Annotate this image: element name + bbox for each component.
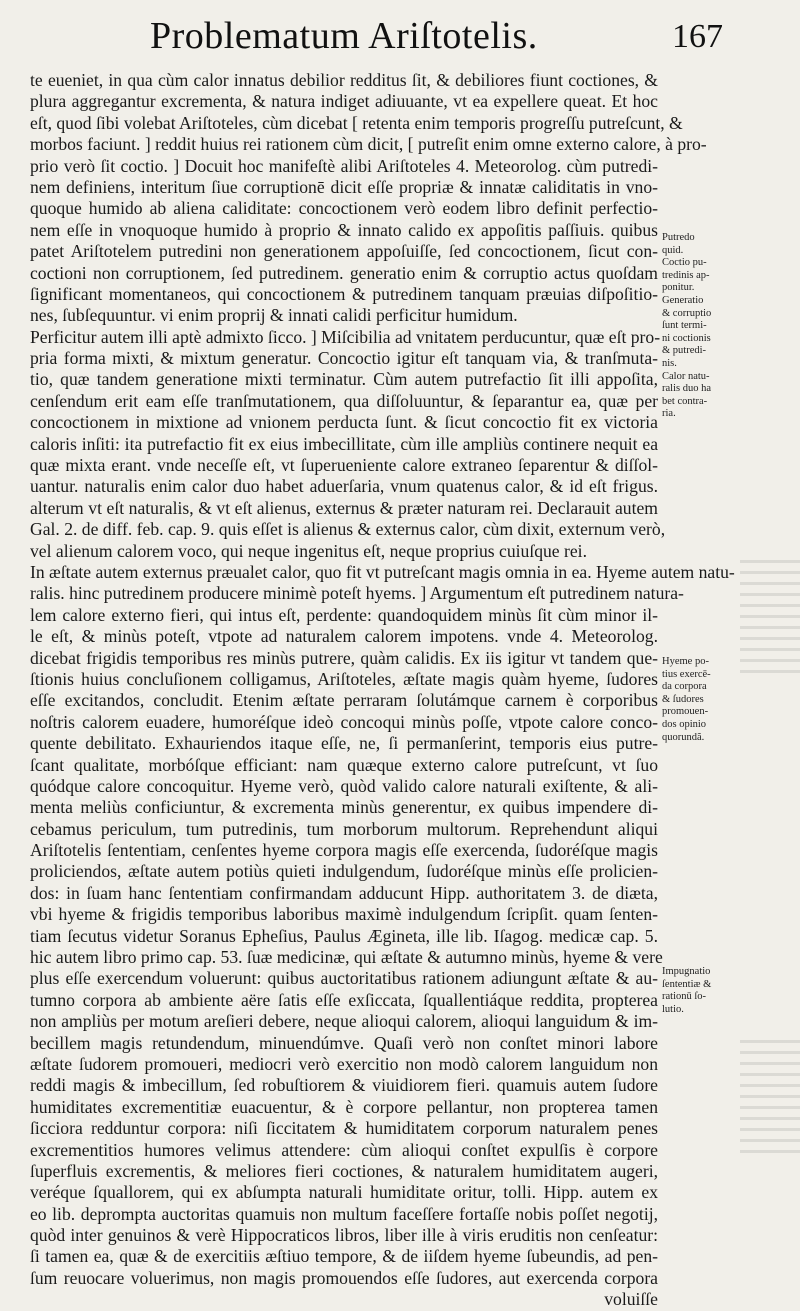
text-line: hic autem libro primo cap. 53. ſuæ medicinæ, qui æſtate & autumno minùs, hyeme & vere [30, 947, 663, 968]
text-line: caloris inſiti: ita putrefactio fit ex eius imbecillitate, cùm ille ampliùs continere nequit ea [30, 433, 658, 454]
show-through-ink [740, 1040, 800, 1160]
margin-note-line: da corpora [662, 681, 707, 693]
text-line: prio verò ſit coctio. ] Docuit hoc manifeſtè alibi Ariſtoteles 4. Meteorolog. cùm putredi- [30, 155, 658, 176]
text-line: coctioni non corruptionem, ſed putredinem. generatio enim & corruptio actus quoſdam [30, 262, 658, 283]
margin-note-line: ſententiæ & [662, 978, 712, 990]
text-line: ſum reuocare voluerimus, non magis promouendos eſſe ſudores, aut exercenda corpora [30, 1267, 658, 1288]
text-line: veréque ſquallorem, qui ex abſumpta naturali humiditate oritur, tolli. Hipp. autem ex [30, 1182, 658, 1203]
margin-note-line: Impugnatio [662, 966, 711, 977]
margin-note-line: promouen- [662, 706, 709, 718]
margin-note-line: dos opinio [662, 718, 707, 730]
text-line: Ariſtotelis ſententiam, cenſentes hyeme corpora magis eſſe exercenda, ſudoréſque magis [30, 840, 658, 861]
margin-note-line: bet contra- [662, 395, 708, 407]
text-line: patet Ariſtotelem putredini non generationem appoſuiſſe, ſed concoctionem, ſicut con- [30, 241, 658, 262]
text-line: ralis. hinc putredinem producere minimè poteſt hyems. ] Argumentum eſt putredinem natura- [30, 583, 684, 604]
margin-note-line: ria. [662, 408, 676, 420]
text-line: vbi hyeme & frigidis temporibus laboribus maximè indulgendum ſcripſit. quam ſenten- [30, 904, 658, 925]
margin-note-line: & ſudores [662, 693, 704, 705]
margin-note-line: & corruptio [662, 307, 712, 319]
margin-note-line: Generatio [662, 294, 704, 306]
margin-note-line: tredinis ap- [662, 269, 710, 281]
text-line: eſſe excitandos, concludit. Etenim æſtate perraram ſolutámque carnem è corporibus [30, 690, 658, 711]
text-line: cenſendum erit eam eſſe tranſmutationem, qua diſſoluuntur, & ſeparantur ea, quæ per [30, 390, 658, 411]
text-line: cebamus periculum, tum putredinis, tum morborum multorum. Reprehendunt aliqui [30, 818, 658, 839]
text-line: pria forma mixti, & mixtum generatur. Concoctio igitur eſt tanquam via, & tranſmuta- [30, 348, 658, 369]
text-line: nes, ſubſequuntur. vi enim proprij & innati calidi perficitur humidum. [30, 305, 518, 326]
text-line: ſignificant momentaneos, qui concoctionem & putredinem tanquam præuias diſpoſitio- [30, 283, 658, 304]
margin-note-line: Hyeme po- [662, 656, 709, 667]
margin-note-line: lutio. [662, 1003, 684, 1015]
text-line: In æſtate autem externus præualet calor, quo fit vt putreſcant magis omnia in ea. Hyeme autem natu- [30, 561, 735, 582]
text-line: tio, quæ tandem generatione mixti terminatur. Cùm autem putrefactio ſit illi appoſita, [30, 369, 658, 390]
text-line: tiam ſecutus videtur Soranus Epheſius, Paulus Ægineta, ille lib. Iſagog. medicæ cap. 5. [30, 925, 658, 946]
margin-note-line: rationū ſo- [662, 991, 707, 1003]
text-line: nem eſſe in vnoquoque humido à proprio & innato calido ex appoſitis paſſiuis. quibus [30, 219, 658, 240]
margin-note-line: ponitur. [662, 282, 695, 294]
margin-note-line: quid. [662, 244, 684, 256]
text-line: quódque calore concoquitur. Hyeme verò, quòd valido calore naturali exiſtente, & ali- [30, 775, 658, 796]
margin-note-impugnatio [662, 966, 762, 1016]
margin-note-line: Coctio pu- [662, 257, 707, 269]
text-line: æſtate ſudorem promoueri, mediocri verò exercitio non modò calorem languidum non [30, 1053, 658, 1074]
text-line: noſtris calorem euadere, humoréſque ideò concoqui minùs poſſe, vtpote calore conco- [30, 711, 658, 732]
margin-note-line: quorundã. [662, 731, 705, 743]
text-line: tumno corpora ab ambiente aëre ſatis eſſe exſiccata, ſquallentiáque reddita, propterea [30, 989, 658, 1010]
text-line: uantur. naturalis enim calor duo habet aduerſaria, vnum quatenus calor, & id eſt frigus. [30, 476, 658, 497]
text-line: plus eſſe exercendum voluerunt: quibus auctoritatibus rationem adiungunt æſtate & au- [30, 968, 658, 989]
margin-note-line: nis. [662, 357, 677, 369]
text-line: nem definiens, interitum ſiue corruptionē dicit eſſe propriæ & innatæ caliditatis in vno- [30, 176, 658, 197]
text-line: lem calore externo fieri, qui intus eſt, perdente: quandoquidem minùs ſit cùm minor il- [30, 604, 658, 625]
text-line: excrementitios humores velimus attendere: cùm alioqui conſtet expulſis è corpore [30, 1139, 658, 1160]
margin-note-line: ralis duo ha [662, 383, 711, 395]
text-line: ſuperfluis excrementis, & meliores fieri coctiones, & naturalem humiditatem augeri, [30, 1160, 658, 1181]
text-line: ſicciora redduntur corpora: niſi ſiccitatem & humiditatem corporum naturalem penes [30, 1118, 658, 1139]
text-line: dos: in ſuam hanc ſententiam confirmandam adducunt Hipp. authoritatem 3. de diæta, [30, 882, 658, 903]
margin-note-putredo [662, 232, 762, 421]
running-title: Problematum Ariſtotelis. [150, 15, 538, 57]
text-line: menta meliùs conficiuntur, & excrementa minùs generentur, ex quibus impendere di- [30, 797, 658, 818]
text-line: quoque humido ab aliena caliditate: concoctionem verò eodem libro definit perfectio- [30, 198, 658, 219]
text-line: eſt, quod ſibi volebat Ariſtoteles, cùm dicebat [ retenta enim temporis progreſſu putreſcunt, & [30, 112, 683, 133]
text-line: quæ mixta erant. vnde neceſſe eſt, vt ſuperueniente calore extraneo ſeparentur & diſſol- [30, 455, 658, 476]
text-line: alterum vt eſt naturalis, & vt eſt alienus, externus & præter naturam rei. Declarauit autem [30, 497, 658, 518]
text-line: proliciendos, æſtate autem potiùs quieti indulgendum, ſudoréſque minùs eſſe prolicien- [30, 861, 658, 882]
text-line: reddi magis & imbecillum, ſed robuſtiorem & viuidiorem fieri. quamuis autem ſudore [30, 1075, 658, 1096]
text-line: non ampliùs per motum areſieri debere, neque alioqui calorem, alioqui languidum & im- [30, 1011, 658, 1032]
text-line: morbos faciunt. ] reddit huius rei rationem cùm dicit, [ putreſit enim omne externo calore, à pro- [30, 134, 707, 155]
margin-note-line: ſunt termi- [662, 320, 707, 332]
text-line: ſi tamen ea, quæ & de exercitiis æſtiuo tempore, & de iiſdem hyeme ſubeundis, ad pen- [30, 1246, 658, 1267]
text-line: ſcant qualitate, morbóſque efficiant: nam quæque externo calore putreſcunt, vt ſuo [30, 754, 658, 775]
text-line: humiditates excrementitiæ euacuentur, & è corpore pellantur, non propterea tamen [30, 1096, 658, 1117]
text-line: quòd inter genuinos & verè Hippocraticos libros, liber ille à viris eruditis non cenſeatur: [30, 1225, 658, 1246]
text-line: dicebat frigidis temporibus res minùs putrere, quàm calidis. Ex iis igitur vt tandem que- [30, 647, 658, 668]
margin-note-line: & putredi- [662, 345, 707, 357]
text-line: becillem magis retundendum, minuendúmve. Quaſi verò non conſtet minori labore [30, 1032, 658, 1053]
text-line: plura aggregantur excrementa, & natura indiget adiuuante, vt ea expellere queat. Et hoc [30, 91, 658, 112]
text-line: Gal. 2. de diff. feb. cap. 9. quis eſſet is alienus & externus calor, cùm dixit, externum verò, [30, 519, 666, 540]
text-line: quente debilitato. Exhauriendos itaque eſſe, ne, ſi permanſerint, temporis eius putre- [30, 733, 658, 754]
margin-note-line: Calor natu- [662, 370, 710, 382]
text-line: vel alienum calorem voco, qui neque ingenitus eſt, neque proprius cuiuſque rei. [30, 540, 587, 561]
page-header [0, 10, 800, 70]
margin-note-line: Putredo [662, 232, 695, 243]
text-line: te eueniet, in qua cùm calor innatus debilior redditus ſit, & debiliores fiunt coctiones, & [30, 70, 658, 90]
text-line: Perficitur autem illi aptè admixto ſicco. ] Miſcibilia ad vnitatem perducuntur, quæ eſt pro- [30, 326, 661, 347]
text-line: concoctionem in mixtione ad vnionem perducta ſunt. & ſicut concoctio fit ex victoria [30, 412, 658, 433]
text-line: eo lib. deprompta auctoritas quamuis non multum faceſſere fortaſſe nobis poſſet negotij, [30, 1203, 658, 1224]
text-line: ſtionis huius concluſionem colligamus, Ariſtoteles, æſtate magis quàm hyeme, ſudores [30, 668, 658, 689]
margin-note-line: tius exercē- [662, 668, 711, 680]
margin-note-line: ni coctionis [662, 332, 711, 344]
page-number: 167 [672, 18, 723, 55]
text-line: voluiſſe [604, 1289, 658, 1310]
show-through-ink [740, 560, 800, 680]
text-line: le eſt, & minùs poteſt, vtpote ad naturalem calorem impotens. vnde 4. Meteorolog. [30, 626, 658, 647]
